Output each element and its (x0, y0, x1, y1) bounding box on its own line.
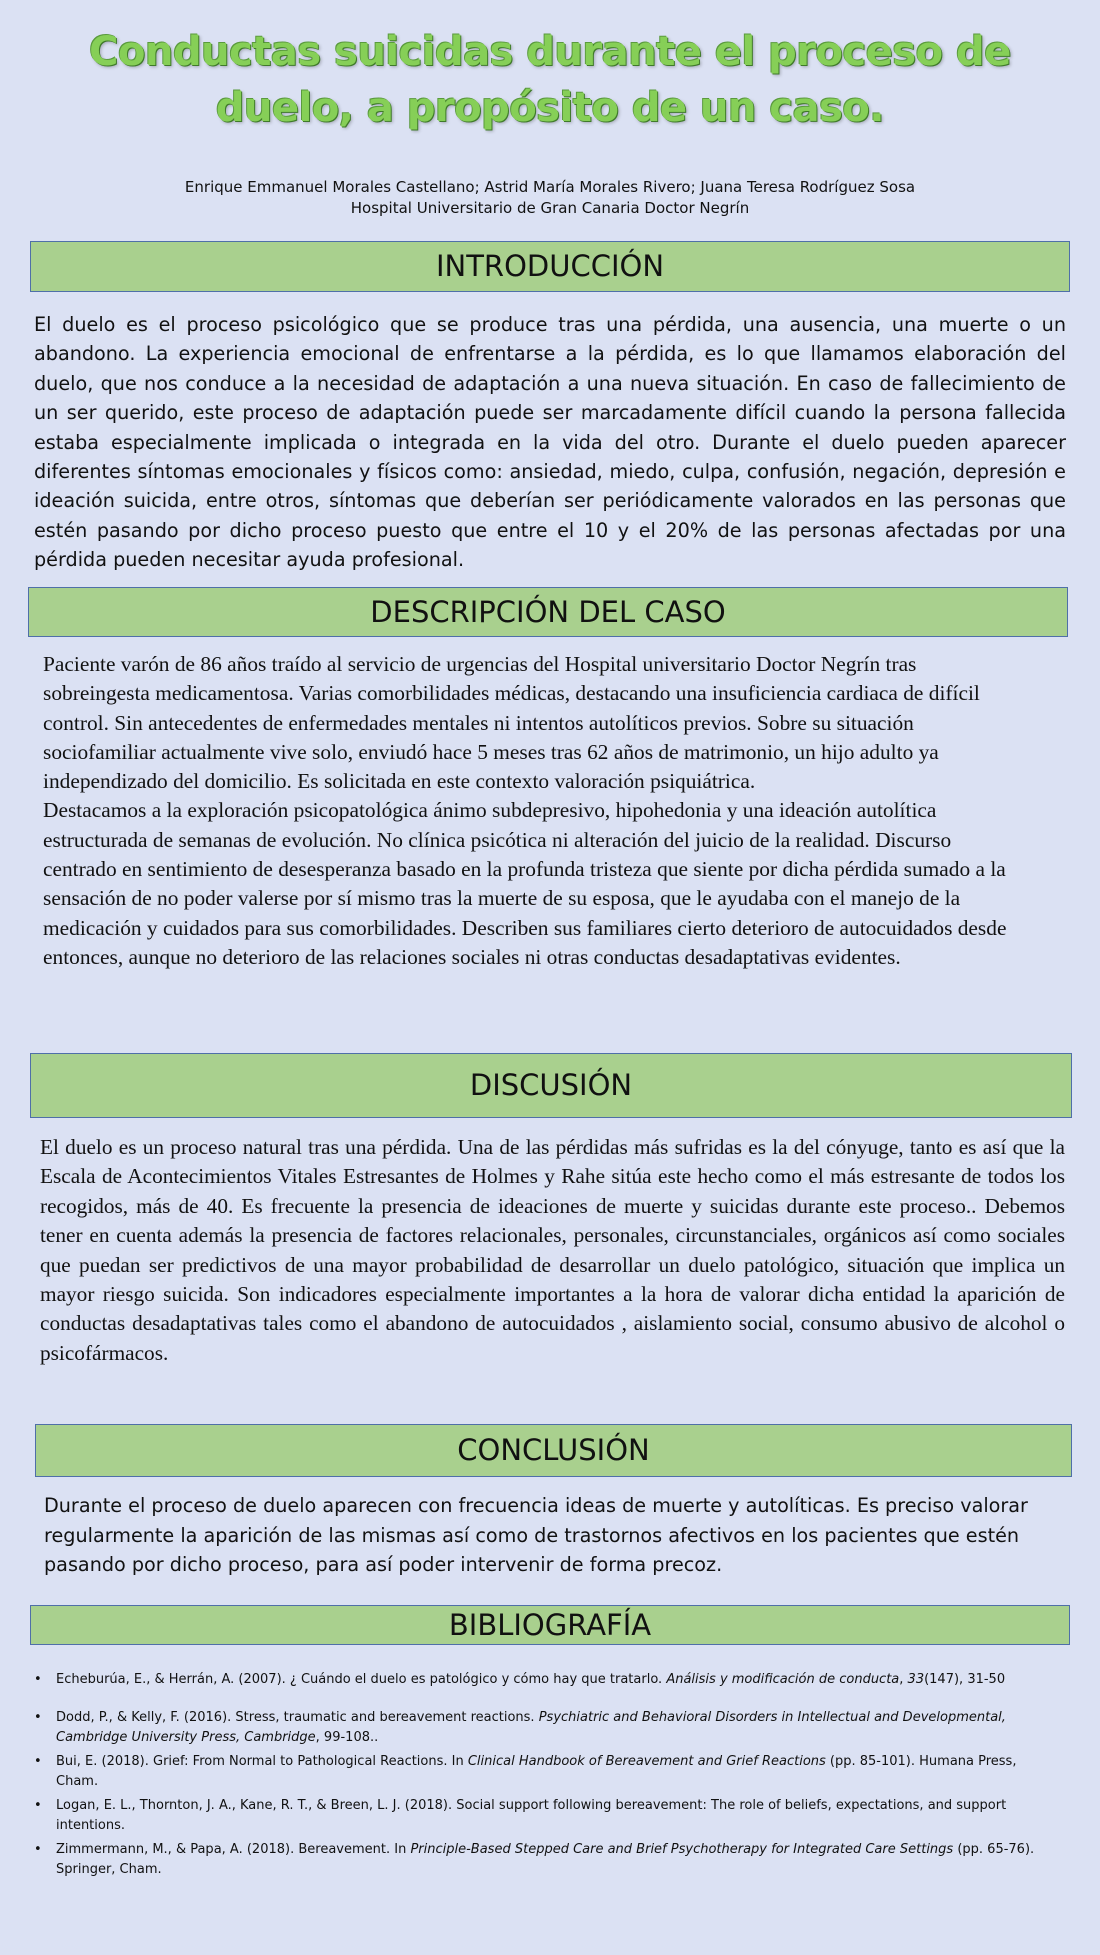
discussion-text: El duelo es un proceso natural tras una pérdida. Una de las pérdidas más sufridas es la del cónyuge, tanto es así que la Escala de Acontecimientos Vitales Estresantes de Holmes y Rahe sitúa este hecho como el más estresante de todos los recogidos, más de 40. Es frecuente la presencia de ideaciones de muerte y suicidas durante este proceso.. Debemos tener en cuenta además la presencia de factores relacionales, personales, circunstanciales, orgánicos así como sociales que puedan ser predictivos de una mayor probabilidad de desarrollar un duelo patológico, situación que implica un mayor riesgo suicida. Son indicadores especialmente importantes a la hora de valorar dicha entidad la aparición de conductas desadaptativas tales como el abandono de autocuidados , aislamiento social, consumo abusivo de alcohol o psicofármacos. (40, 1135, 1065, 1365)
case-heading (28, 587, 1068, 637)
case-paragraph-1: Paciente varón de 86 años traído al servicio de urgencias del Hospital universitario Doctor Negrín tras sobreingesta medicamentosa. Varias comorbilidades médicas, destacando una insuficiencia cardiaca de difícil control. Sin antecedentes de enfermedades mentales ni intentos autolíticos previos. Sobre su situación sociofamiliar actualmente vive solo, enviudó hace 5 meses tras 62 años de matrimonio, un hijo adulto ya independizado del domicilio. Es solicitada en este contexto valoración psiquiátrica. (43, 652, 980, 794)
bibliography-heading (30, 1605, 1070, 1645)
poster-title: Conductas suicidas durante el proceso de duelo, a propósito de un caso. (89, 29, 1011, 131)
reference-item: • Bui, E. (2018). Grief: From Normal to Pathological Reactions. In Clinical Handbook of Bereavement and Grief Reactions (pp. 85-101). Humana Press, Cham. (30, 1752, 1040, 1792)
bibliography-list (30, 1670, 1040, 1880)
case-heading-text: DESCRIPCIÓN DEL CASO (370, 595, 726, 629)
reference-item: • Zimmermann, M., & Papa, A. (2018). Bereavement. In Principle-Based Stepped Care and Brief Psychotherapy for Integrated Care Settings (pp. 65-76). Springer, Cham. (30, 1840, 1040, 1880)
author-names: Enrique Emmanuel Morales Castellano; Astrid María Morales Rivero; Juana Teresa Rodríguez Sosa (184, 178, 916, 196)
institution: Hospital Universitario de Gran Canaria Doctor Negrín (350, 199, 750, 217)
reference-item: • Logan, E. L., Thornton, J. A., Kane, R. T., & Breen, L. J. (2018). Social support following bereavement: The role of beliefs, expectations, and support intentions. (30, 1796, 1040, 1836)
case-text (43, 650, 1028, 972)
authors-block (0, 177, 1100, 219)
case-paragraph-2: Destacamos a la exploración psicopatológica ánimo subdepresivo, hipohedonia y una ideación autolítica estructurada de semanas de evolución. No clínica psicótica ni alteración del juicio de la realidad. Discurso centrado en sentimiento de desesperanza basado en la profunda tristeza que siente por dicha pérdida sumado a la sensación de no poder valerse por sí mismo tras la muerte de su esposa, que le ayudaba con el manejo de la medicación y cuidados para sus comorbilidades. Describen sus familiares cierto deterioro de autocuidados desde entonces, aunque no deterioro de las relaciones sociales ni otras conductas desadaptativas evidentes. (43, 798, 1007, 969)
intro-heading (30, 241, 1070, 292)
discussion-heading (30, 1053, 1072, 1118)
discussion-heading-text: DISCUSIÓN (469, 1068, 633, 1102)
reference-item: • Echeburúa, E., & Herrán, A. (2007). ¿ Cuándo el duelo es patológico y cómo hay que tratarlo. Análisis y modificación de conducta, 33(147), 31-50 (30, 1670, 1040, 1690)
conclusion-heading-text: CONCLUSIÓN (457, 1433, 650, 1467)
conclusion-text: Durante el proceso de duelo aparecen con frecuencia ideas de muerte y autolíticas. Es preciso valorar regularmente la aparición de las mismas así como de trastornos afectivos en los pacientes que estén pasando por dicho proceso, para así poder intervenir de forma precoz. (44, 1494, 1028, 1576)
bibliography-heading-text: BIBLIOGRAFÍA (448, 1608, 652, 1642)
intro-text: El duelo es el proceso psicológico que se produce tras una pérdida, una ausencia, una muerte o un abandono. La experiencia emocional de enfrentarse a la pérdida, es lo que llamamos elaboración del duelo, que nos conduce a la necesidad de adaptación a una nueva situación. En caso de fallecimiento de un ser querido, este proceso de adaptación puede ser marcadamente difícil cuando la persona fallecida estaba especialmente implicada o integrada en la vida del otro. Durante el duelo pueden aparecer diferentes síntomas emocionales y físicos como: ansiedad, miedo, culpa, confusión, negación, depresión e ideación suicida, entre otros, síntomas que deberían ser periódicamente valorados en las personas que estén pasando por dicho proceso puesto que entre el 10 y el 20% de las personas afectadas por una pérdida pueden necesitar ayuda profesional. (34, 313, 1066, 572)
reference-item: • Dodd, P., & Kelly, F. (2016). Stress, traumatic and bereavement reactions. Psychiatric and Behavioral Disorders in Intellectual and Developmental, Cambridge University Press, Cambridge, 99-108.. (30, 1708, 1040, 1748)
intro-heading-text: INTRODUCCIÓN (435, 249, 665, 283)
conclusion-heading (35, 1424, 1072, 1477)
